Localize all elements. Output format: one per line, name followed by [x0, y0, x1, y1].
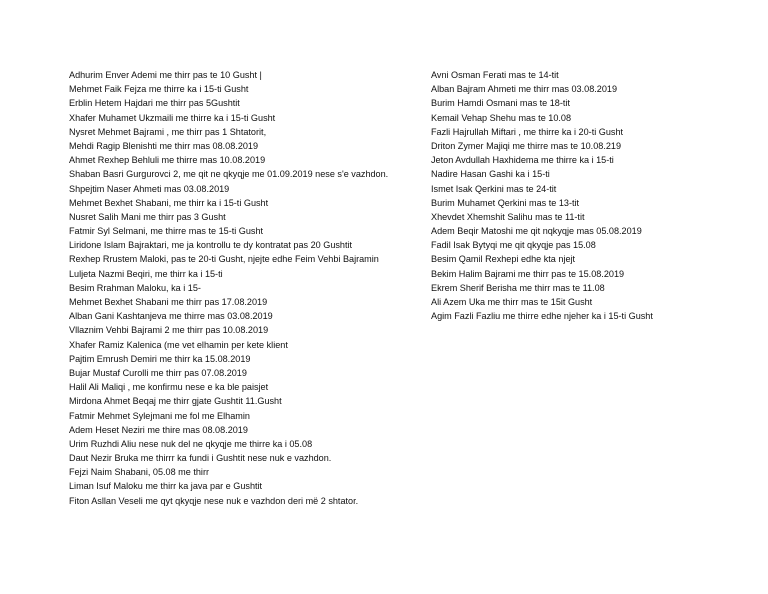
list-item: Erblin Hetem Hajdari me thirr pas 5Gushtit	[69, 98, 240, 109]
list-item: Bekim Halim Bajrami me thirr pas te 15.08.2019	[431, 268, 625, 279]
list-item: Mehmet Faik Fejza me thirre ka i 15-ti Gusht	[69, 84, 249, 95]
list-item: Shaban Basri Gurgurovci 2, me qit ne qkyqje me 01.09.2019 nese s'e vazhdon.	[69, 169, 389, 180]
list-item: Bujar Mustaf Curolli me thirr pas 07.08.2019	[69, 367, 247, 378]
list-item: Fazli Hajrullah Miftari , me thirre ka i 20-ti Gusht	[431, 126, 624, 137]
list-item: Mirdona Ahmet Beqaj me thirr gjate Gushtit 11.Gusht	[69, 396, 282, 407]
list-item: Nysret Mehmet Bajrami , me thirr pas 1 Shtatorit,	[69, 126, 267, 137]
list-item: Xhafer Muhamet Ukzmaili me thirre ka i 15-ti Gusht	[69, 112, 276, 123]
list-item: Ali Azem Uka me thirr mas te 15it Gusht	[431, 297, 593, 307]
list-item: Adhurim Enver Ademi me thirr pas te 10 Gusht |	[69, 70, 262, 80]
list-item: Shpejtim Naser Ahmeti mas 03.08.2019	[69, 183, 230, 194]
list-item: Jeton Avdullah Haxhidema me thirre ka i 15-ti	[431, 155, 614, 166]
list-item: Avni Osman Ferati mas te 14-tit	[431, 70, 559, 80]
list-item: Ismet Isak Qerkini mas te 24-tit	[431, 183, 557, 194]
list-item: Fadil Isak Bytyqi me qit qkyqje pas 15.08	[431, 240, 596, 251]
list-item: Alban Gani Kashtanjeva me thirre mas 03.08.2019	[69, 311, 273, 322]
list-item: Daut Nezir Bruka me thirrr ka fundi i Gushtit nese nuk e vazhdon.	[69, 453, 332, 464]
list-item: Adem Heset Neziri me thire mas 08.08.2019	[69, 424, 248, 435]
list-item: Mehmet Bexhet Shabani me thirr pas 17.08.2019	[69, 297, 268, 307]
list-item: Fatmir Syl Selmani, me thirre mas te 15-ti Gusht	[69, 226, 264, 237]
list-item: Urim Ruzhdi Aliu nese nuk del ne qkyqje me thirre ka i 05.08	[69, 438, 313, 449]
list-item: Besim Qamil Rexhepi edhe kta njejt	[431, 254, 576, 265]
list-item: Driton Zymer Majiqi me thirre mas te 10.08.219	[431, 140, 622, 151]
list-item: Mehmet Bexhet Shabani, me thirr ka i 15-ti Gusht	[69, 197, 269, 208]
list-item: Rexhep Rrustem Maloki, pas te 20-ti Gusht, njejte edhe Feim Vehbi Bajramin	[69, 254, 379, 265]
list-item: Alban Bajram Ahmeti me thirr mas 03.08.2019	[431, 84, 618, 95]
list-item: Burim Muhamet Qerkini mas te 13-tit	[431, 197, 580, 208]
list-item: Xhevdet Xhemshit Salihu mas te 11-tit	[431, 211, 585, 222]
list-item: Halil Ali Maliqi , me konfirmu nese e ka ble paisjet	[69, 382, 269, 393]
list-item: Liman Isuf Maloku me thirr ka java par e Gushtit	[69, 481, 263, 492]
list-item: Fiton Asllan Veseli me qyt qkyqje nese nuk e vazhdon deri më 2 shtator.	[69, 495, 359, 506]
list-item: Kemail Vehap Shehu mas te 10.08	[431, 112, 572, 123]
list-item: Besim Rrahman Maloku, ka i 15-	[69, 282, 201, 293]
list-item: Luljeta Nazmi Beqiri, me thirr ka i 15-ti	[69, 268, 223, 279]
list-item: Fatmir Mehmet Sylejmani me fol me Elhamin	[69, 410, 250, 421]
list-item: Ahmet Rexhep Behluli me thirre mas 10.08.2019	[69, 155, 266, 166]
list-item: Nusret Salih Mani me thirr pas 3 Gusht	[69, 211, 226, 222]
left-column-list	[69, 68, 414, 508]
list-item: Nadire Hasan Gashi ka i 15-ti	[431, 169, 550, 180]
list-item: Burim Hamdi Osmani mas te 18-tit	[431, 98, 570, 109]
right-column-list	[431, 68, 761, 323]
list-item: Ekrem Sherif Berisha me thirr mas te 11.08	[431, 282, 605, 293]
list-item: Vllaznim Vehbi Bajrami 2 me thirr pas 10.08.2019	[69, 325, 269, 336]
list-item: Mehdi Ragip Blenishti me thirr mas 08.08.2019	[69, 140, 259, 151]
list-item: Adem Beqir Matoshi me qit nqkyqje mas 05.08.2019	[431, 226, 642, 237]
list-item: Pajtim Emrush Demiri me thirr ka 15.08.2019	[69, 353, 251, 364]
list-item: Liridone Islam Bajraktari, me ja kontrollu te dy kontratat pas 20 Gushtit	[69, 240, 353, 251]
list-item: Fejzi Naim Shabani, 05.08 me thirr	[69, 467, 210, 478]
list-item: Xhafer Ramiz Kalenica (me vet elhamin per kete klient	[69, 339, 288, 350]
list-item: Agim Fazli Fazliu me thirre edhe njeher ka i 15-ti Gusht	[431, 311, 653, 322]
